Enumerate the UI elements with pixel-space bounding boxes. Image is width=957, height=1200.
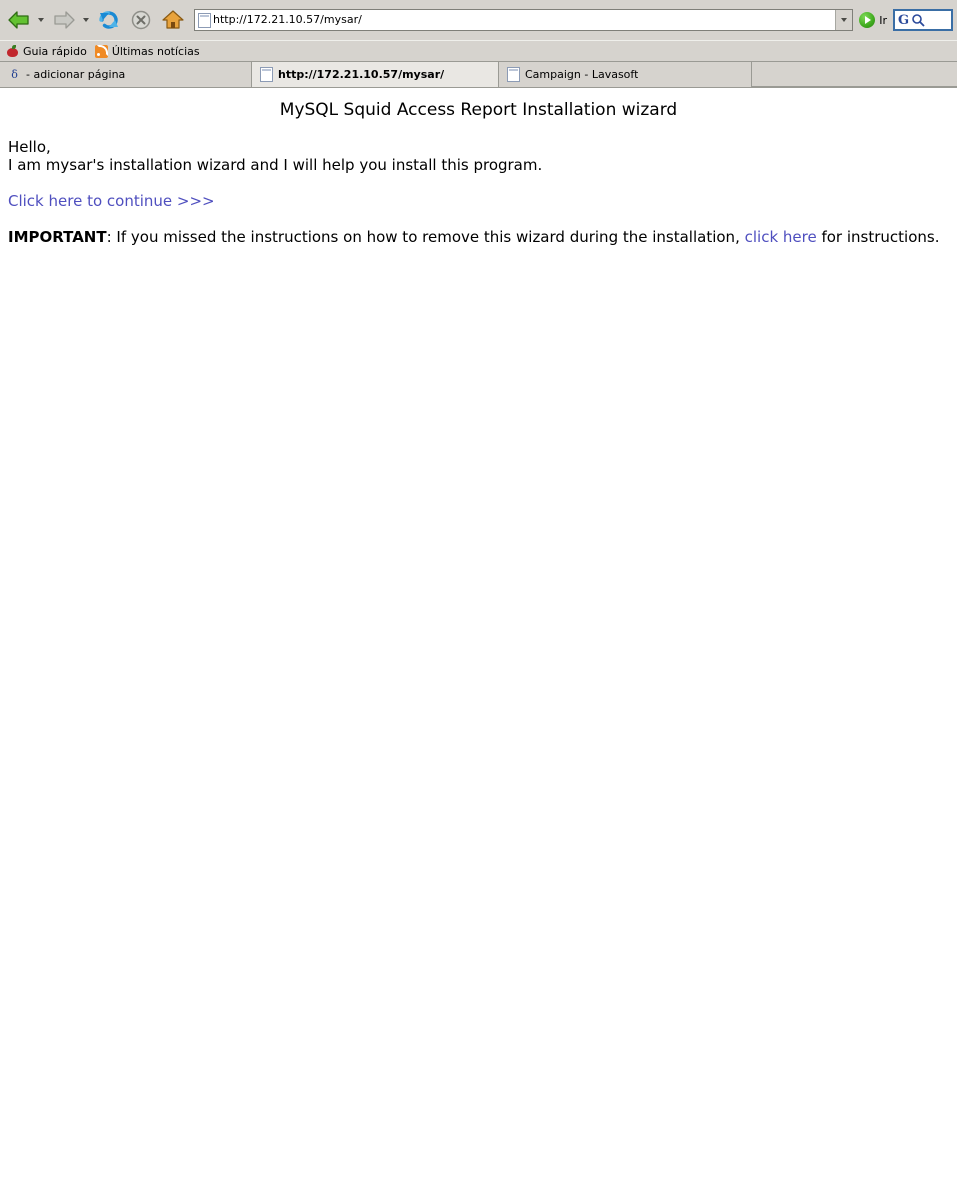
go-label: Ir	[879, 13, 887, 27]
stop-button[interactable]	[126, 5, 156, 35]
forward-arrow-icon	[51, 8, 77, 32]
tab-bar-empty-area	[752, 62, 957, 86]
go-icon	[859, 12, 875, 28]
tab-label: http://172.21.10.57/mysar/	[278, 68, 445, 81]
content-body	[0, 138, 957, 246]
greeting-text: Hello,	[8, 138, 51, 156]
tab-mysar[interactable]	[252, 62, 499, 87]
back-button[interactable]	[4, 5, 34, 35]
search-engine-letter: G	[898, 12, 910, 28]
important-text-before: : If you missed the instructions on how to remove this wizard during the installation,	[106, 228, 745, 246]
tab-adicionar-pagina[interactable]	[0, 62, 252, 87]
bookmark-guia-rapido[interactable]	[4, 42, 93, 60]
page-icon	[260, 67, 273, 82]
tab-label: Campaign - Lavasoft	[525, 68, 639, 81]
go-button[interactable]	[859, 8, 891, 32]
address-bar[interactable]	[194, 9, 853, 31]
chevron-down-icon	[83, 18, 89, 22]
page-icon	[195, 10, 213, 30]
bookmark-label: Guia rápido	[23, 44, 87, 58]
home-icon	[161, 8, 185, 32]
chevron-down-icon	[841, 18, 847, 22]
reload-button[interactable]	[94, 5, 124, 35]
bookmarks-bar	[0, 40, 957, 62]
browser-chrome	[0, 0, 957, 88]
apple-bookmark-icon	[6, 45, 19, 58]
continue-link[interactable]: Click here to continue >>>	[8, 192, 215, 210]
url-input[interactable]: http://172.21.10.57/mysar/	[213, 13, 362, 26]
lambda-icon: δ	[11, 68, 18, 81]
back-history-dropdown[interactable]	[36, 5, 46, 35]
important-label: IMPORTANT	[8, 228, 107, 246]
forward-history-dropdown[interactable]	[81, 5, 91, 35]
continue-paragraph	[8, 192, 949, 210]
tab-campaign-lavasoft[interactable]	[499, 62, 752, 87]
stop-icon	[129, 8, 153, 32]
bookmark-ultimas-noticias[interactable]	[93, 42, 206, 60]
greeting-paragraph	[8, 138, 949, 174]
tab-label: - adicionar página	[26, 68, 126, 81]
page-icon	[507, 67, 520, 82]
page-content	[0, 100, 957, 246]
important-text-after: for instructions.	[816, 228, 940, 246]
important-paragraph	[8, 228, 949, 246]
rss-icon	[95, 45, 108, 58]
chevron-down-icon	[38, 18, 44, 22]
bookmark-label: Últimas notícias	[111, 44, 200, 58]
address-dropdown-button[interactable]	[835, 10, 852, 30]
navigation-toolbar	[0, 0, 957, 40]
page-title: MySQL Squid Access Report Installation wizard	[279, 100, 678, 120]
home-button[interactable]	[158, 5, 188, 35]
intro-text: I am mysar's installation wizard and I will help you install this program.	[8, 156, 543, 174]
forward-button[interactable]	[49, 5, 79, 35]
magnifier-icon	[911, 13, 925, 27]
search-input[interactable]	[893, 9, 953, 31]
reload-icon	[97, 8, 121, 32]
tab-bar	[0, 62, 957, 87]
remove-instructions-link[interactable]: click here	[744, 228, 817, 246]
back-arrow-icon	[6, 8, 32, 32]
